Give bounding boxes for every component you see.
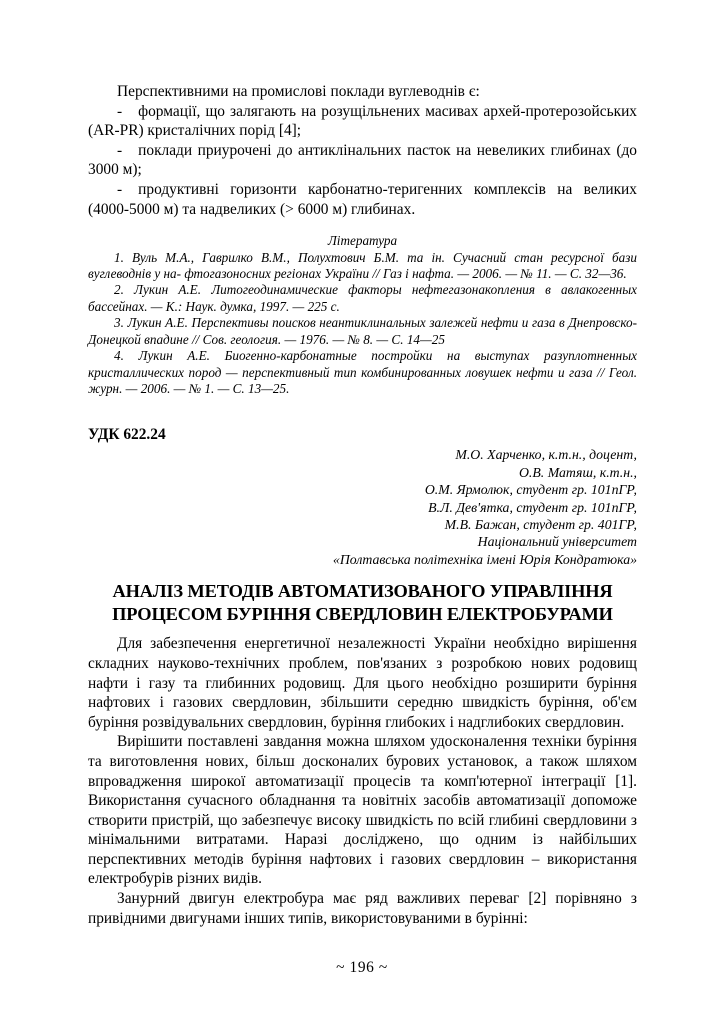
author-block [88,444,637,568]
udc-code: УДК 622.24 [88,426,166,444]
body-paragraph-3: Занурний двигун електробура має ряд важливих переваг [2] порівняно з привідними двигунами інших типів, використовуваними в бурінні: [88,890,637,927]
references-heading: Література [327,233,398,249]
author-line-4: В.Л. Дев'ятка, студент гр. 101пГР, [428,499,637,515]
bullet-item-2 [88,141,637,180]
article-title [88,580,637,625]
body-paragraph-1: Для забезпечення енергетичної незалежності України необхідно вирішення складних науково-технічних проблем, пов'язаних з розробкою нових родовищ нафти і газу та глибинних родовищ. Для цього необхідно розширити буріння нафтових і газових свердловин, збільшити середню швидкість буріння, об'єм буріння розвідувальних свердловин, буріння глибоких і надглибоких свердловин. [88,635,637,731]
reference-item-1: 1. Вуль М.А., Гаврилко В.М., Полухтович Б.М. та ін. Сучасний стан ресурсної бази вуглеводнів у на- фтогазоносних регіонах України // Газ і нафта. — 2006. — № 11. — С. 32—36. [88,249,637,282]
bullet-marker-3: - [117,180,123,198]
affiliation-line-1: Національний університет [477,534,637,550]
author-line-5: М.В. Бажан, студент гр. 401ГР, [444,516,637,532]
bullet-text-1: формації, що залягають на розущільнених масивах архей-протерозойських (AR-PR) кристалічних порід [4]; [88,102,637,140]
page-number: ~ 196 ~ [336,959,388,976]
author-line-2: О.В. Матяш, к.т.н., [518,464,637,480]
bullet-marker-1: - [117,102,123,120]
intro-paragraph: Перспективними на промислові поклади вуглеводнів є: [117,83,480,100]
reference-item-4: 4. Лукин А.Е. Биогенно-карбонатные постройки на выступах разуплотненных кристаллических пород — перспективный тип комбинированных ловушек нефти и газа // Геол. журн. — 2006. — № 1. — С. 13—25. [88,348,637,396]
page-footer [0,958,724,978]
author-line-1: М.О. Харченко, к.т.н., доцент, [455,447,637,463]
reference-item-3: 3. Лукин А.Е. Перспективы поисков неантиклинальных залежей нефти и газа в Днепровско-Донецкой впадине // Сов. геология. — 1976. — № 8. — С. 14—25 [88,315,637,347]
body-paragraph-2: Вирішити поставлені завдання можна шляхом удосконалення техніки буріння та виготовлення нових, більш досконалих бурових установок, а також шляхом впровадження широкої автоматизації процесів та комп'ютерної інтеграції [1]. Використання сучасного обладнання та новітніх засобів автоматизації допоможе створити пристрій, що забезпечує високу швидкість по всій глибині свердловини з мінімальними витратами. Наразі досліджено, що одним із найбільших перспективних методів буріння нафтових і газових свердловин – використання електробурів різних видів. [88,733,637,888]
affiliation-line-2: «Полтавська політехніка імені Юрія Кондратюка» [332,551,637,567]
spacer-before-body [88,625,637,634]
article-title-line-2: ПРОЦЕСОМ БУРІННЯ СВЕРДЛОВИН ЕЛЕКТРОБУРАМИ [112,603,613,624]
bullet-marker-2: - [117,141,123,159]
bullet-item-3 [88,180,637,219]
spacer-before-title [88,568,637,580]
spacer-before-udc [88,397,637,425]
page-content [88,82,637,928]
bullet-item-1 [88,102,637,141]
bullet-text-3: продуктивні горизонти карбонатно-теригенних комплексів на великих (4000-5000 м) та надвеликих (> 6000 м) глибинах. [88,180,637,218]
article-title-line-1: АНАЛІЗ МЕТОДІВ АВТОМАТИЗОВАНОГО УПРАВЛІННЯ [112,581,613,602]
bullet-text-2: поклади приурочені до антиклінальних пасток на невеликих глибинах (до 3000 м); [88,141,637,179]
author-line-3: О.М. Ярмолюк, студент гр. 101пГР, [424,482,637,498]
reference-item-2: 2. Лукин А.Е. Литогеодинамические факторы нефтегазонакопления в авлакогенных бассейнах. — К.: Наук. думка, 1997. — 225 с. [88,282,637,314]
